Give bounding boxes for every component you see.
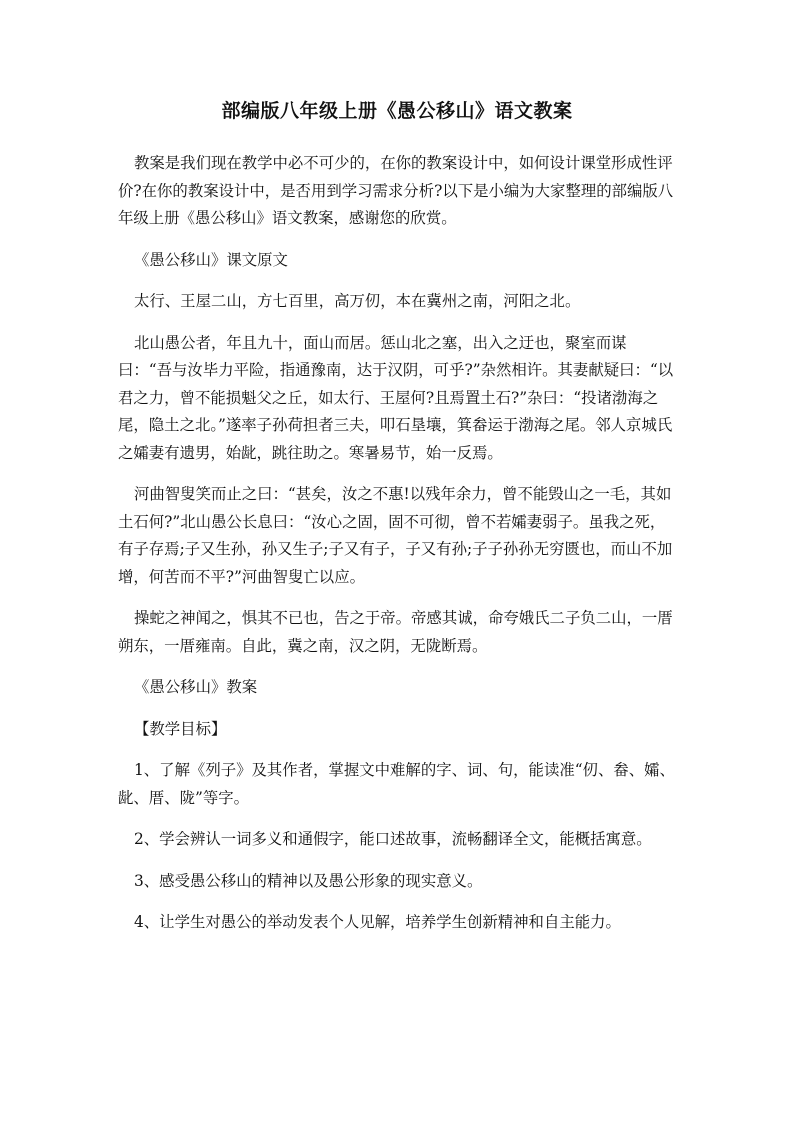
section-heading-original-text: 《愚公移山》课文原文: [134, 250, 288, 269]
goal-item: 1、了解《列子》及其作者，掌握文中难解的字、词、句，能读准“仞、畚、孀、龀、厝、陇”等字。: [118, 761, 675, 807]
text-paragraph: 北山愚公者，年且九十，面山而居。惩山北之塞，出入之迂也，聚室而谋曰：“吾与汝毕力平险，指通豫南，达于汉阴，可乎?”杂然相许。其妻献疑曰：“以君之力，曾不能损魁父之丘，如太行、王屋何?且焉置土石?”杂曰：“投诸渤海之尾，隐土之北。”遂率子孙荷担者三夫，叩石垦壤，箕畚运于渤海之尾。邻人京城氏之孀妻有遗男，始龀，跳往助之。寒暑易节，始一反焉。: [118, 333, 674, 462]
goal-item: 3、感受愚公移山的精神以及愚公形象的现实意义。: [134, 871, 483, 890]
intro-paragraph: 教案是我们现在教学中必不可少的，在你的教案设计中，如何设计课堂形成性评价?在你的教案设计中，是否用到学习需求分析?以下是小编为大家整理的部编版八年级上册《愚公移山》语文教案，感谢您的欣赏。: [118, 154, 674, 227]
document-title: 部编版八年级上册《愚公移山》语文教案: [221, 100, 573, 122]
section-heading-teaching-goals: 【教学目标】: [134, 719, 227, 738]
text-paragraph: 操蛇之神闻之，惧其不已也，告之于帝。帝感其诚，命夸娥氏二子负二山，一厝朔东，一厝雍南。自此，冀之南，汉之阴，无陇断焉。: [118, 609, 673, 655]
text-paragraph: 河曲智叟笑而止之曰：“甚矣，汝之不惠!以残年余力，曾不能毁山之一毛，其如土石何?”北山愚公长息曰：“汝心之固，固不可彻，曾不若孀妻弱子。虽我之死，有子存焉;子又生孙，孙又生子;子又有子，子又有孙;子子孙孙无穷匮也，而山不加增，何苦而不平?”河曲智叟亡以应。: [118, 485, 673, 586]
goal-item: 2、学会辨认一词多义和通假字，能口述故事，流畅翻译全文，能概括寓意。: [134, 830, 652, 848]
document-body: [118, 150, 678, 951]
goal-item: 4、让学生对愚公的举动发表个人见解，培养学生创新精神和自主能力。: [134, 913, 621, 931]
text-paragraph: 太行、王屋二山，方七百里，高万仞，本在冀州之南，河阳之北。: [134, 292, 581, 310]
section-heading-lesson-plan: 《愚公移山》教案: [134, 678, 258, 696]
